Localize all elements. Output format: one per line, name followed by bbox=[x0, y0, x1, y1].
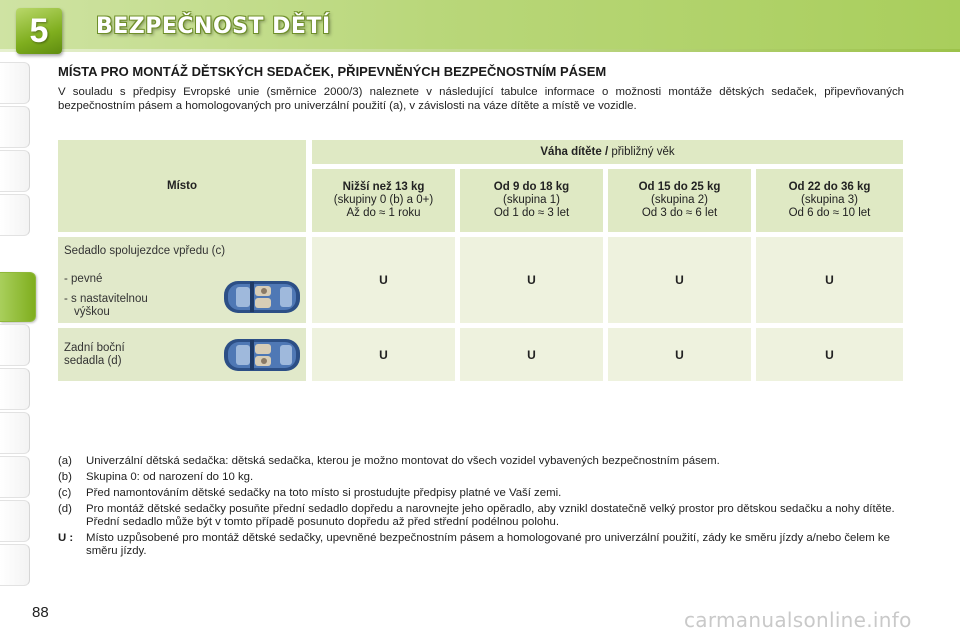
car-rear-seats-icon bbox=[222, 335, 302, 375]
column-header-group-2 bbox=[608, 169, 751, 232]
column-subtitle: (skupiny 0 (b) a 0+) bbox=[333, 194, 434, 206]
chapter-tab-4[interactable] bbox=[0, 194, 30, 236]
row-label-line: Sedadlo spolujezdce vpředu (c) bbox=[64, 245, 226, 257]
column-header-group-0 bbox=[312, 169, 455, 232]
row-label-rear-seats bbox=[58, 328, 306, 381]
footnote-text: Místo uzpůsobené pro montáž dětské sedačky, upevněné bezpečnostním pásem a homologované pro univerzální použití, zády ke směru jízdy a/nebo čelem ke směru jízdy. bbox=[86, 532, 890, 557]
footnote-a bbox=[58, 455, 908, 468]
footnote-text: Skupina 0: od narození do 10 kg. bbox=[86, 471, 254, 483]
row-label-line: - s nastavitelnou bbox=[64, 293, 148, 305]
car-front-seat-icon bbox=[222, 277, 302, 317]
value-u: U bbox=[825, 347, 834, 362]
chapter-number: 5 bbox=[29, 11, 49, 50]
row-label-line: - pevné bbox=[64, 273, 103, 285]
column-header-group-1 bbox=[460, 169, 603, 232]
value-u: U bbox=[675, 273, 684, 287]
chapter-tab-8[interactable] bbox=[0, 412, 30, 454]
watermark: carmanualsonline.info bbox=[684, 608, 912, 632]
cell-rear-seats-group-2 bbox=[608, 328, 751, 381]
weight-group-header-cell bbox=[312, 140, 903, 164]
column-title: Nižší než 13 kg bbox=[342, 181, 425, 193]
value-u: U bbox=[675, 347, 684, 362]
chapter-tab-3[interactable] bbox=[0, 150, 30, 192]
chapter-tab-7[interactable] bbox=[0, 368, 30, 410]
value-u: U bbox=[825, 273, 834, 287]
cell-rear-seats-group-0 bbox=[312, 328, 455, 381]
footnote-key: (b) bbox=[58, 471, 72, 483]
column-subtitle: (skupina 2) bbox=[651, 194, 708, 206]
place-header: Místo bbox=[166, 180, 198, 192]
cell-rear-seats-group-3 bbox=[756, 328, 903, 381]
column-subtitle: (skupina 3) bbox=[801, 194, 858, 206]
value-u: U bbox=[379, 273, 388, 287]
chapter-tab-9[interactable] bbox=[0, 456, 30, 498]
chapter-tab-1[interactable] bbox=[0, 62, 30, 104]
footnote-b bbox=[58, 471, 908, 484]
column-title: Od 22 do 36 kg bbox=[788, 181, 871, 193]
column-age: Od 1 do ≈ 3 let bbox=[493, 207, 570, 219]
column-age: Od 6 do ≈ 10 let bbox=[788, 207, 871, 219]
footnote-text: Před namontováním dětské sedačky na toto místo si prostudujte předpisy platné ve Vaší zemi. bbox=[86, 487, 562, 499]
column-subtitle: (skupina 1) bbox=[503, 194, 560, 206]
cell-rear-seats-group-1 bbox=[460, 328, 603, 381]
row-label-line: výškou bbox=[74, 306, 110, 318]
row-label-line: Zadní boční bbox=[64, 342, 125, 354]
value-u: U bbox=[527, 347, 536, 362]
footnote-d bbox=[58, 503, 908, 529]
chapter-tab-5-active[interactable] bbox=[0, 272, 36, 322]
footnote-key: (c) bbox=[58, 487, 72, 499]
footnote-u bbox=[58, 532, 908, 558]
column-title: Od 15 do 25 kg bbox=[638, 181, 721, 193]
page-number: 88 bbox=[32, 604, 49, 621]
intro-paragraph: V souladu s předpisy Evropské unie (směrnice 2000/3) naleznete v následující tabulce informace o možnosti montáže dětských sedaček, připevňovaných bezpečnostním pásem a homologovaných pro univerzální použití (a), v závislosti na váze dítěte a místě ve vozidle. bbox=[58, 86, 904, 112]
page-title: BEZPEČNOST DĚTÍ bbox=[96, 14, 331, 39]
weight-group-rest: přibližný věk bbox=[608, 146, 675, 158]
weight-group-bold: Váha dítěte / bbox=[540, 146, 609, 158]
cell-front-seat-group-2 bbox=[608, 237, 751, 323]
place-header-cell bbox=[58, 140, 306, 232]
cell-front-seat-group-3 bbox=[756, 237, 903, 323]
footnote-key: (a) bbox=[58, 455, 72, 467]
chapter-tab-6[interactable] bbox=[0, 324, 30, 366]
chapter-tab-2[interactable] bbox=[0, 106, 30, 148]
footnotes bbox=[58, 455, 908, 561]
value-u: U bbox=[379, 347, 388, 362]
column-age: Až do ≈ 1 roku bbox=[346, 207, 421, 219]
footnote-key: U : bbox=[58, 532, 74, 544]
column-header-group-3 bbox=[756, 169, 903, 232]
chapter-tab-11[interactable] bbox=[0, 544, 30, 586]
chapter-tab-10[interactable] bbox=[0, 500, 30, 542]
value-u: U bbox=[527, 273, 536, 287]
footnote-c bbox=[58, 487, 908, 500]
cell-front-seat-group-1 bbox=[460, 237, 603, 323]
chapter-number-badge bbox=[16, 8, 62, 54]
column-age: Od 3 do ≈ 6 let bbox=[641, 207, 718, 219]
cell-front-seat-group-0 bbox=[312, 237, 455, 323]
section-heading: MÍSTA PRO MONTÁŽ DĚTSKÝCH SEDAČEK, PŘIPEVNĚNÝCH BEZPEČNOSTNÍM PÁSEM bbox=[58, 64, 607, 79]
footnote-text: Univerzální dětská sedačka: dětská sedačka, kterou je možno montovat do všech vozidel vybavených bezpečnostním pásem. bbox=[86, 455, 720, 467]
footnote-key: (d) bbox=[58, 503, 72, 515]
footnote-text: Pro montáž dětské sedačky posuňte přední sedadlo dopředu a narovnejte jeho opěradlo, aby vznikl dostatečně velký prostor pro dětskou sedačku a nohy dítěte. Přední sedadlo může být v tomto případě posunuto dopředu až před střední podélnou polohu. bbox=[86, 503, 895, 528]
row-label-front-seat bbox=[58, 237, 306, 323]
row-label-line: sedadla (d) bbox=[64, 355, 122, 367]
column-title: Od 9 do 18 kg bbox=[493, 181, 570, 193]
